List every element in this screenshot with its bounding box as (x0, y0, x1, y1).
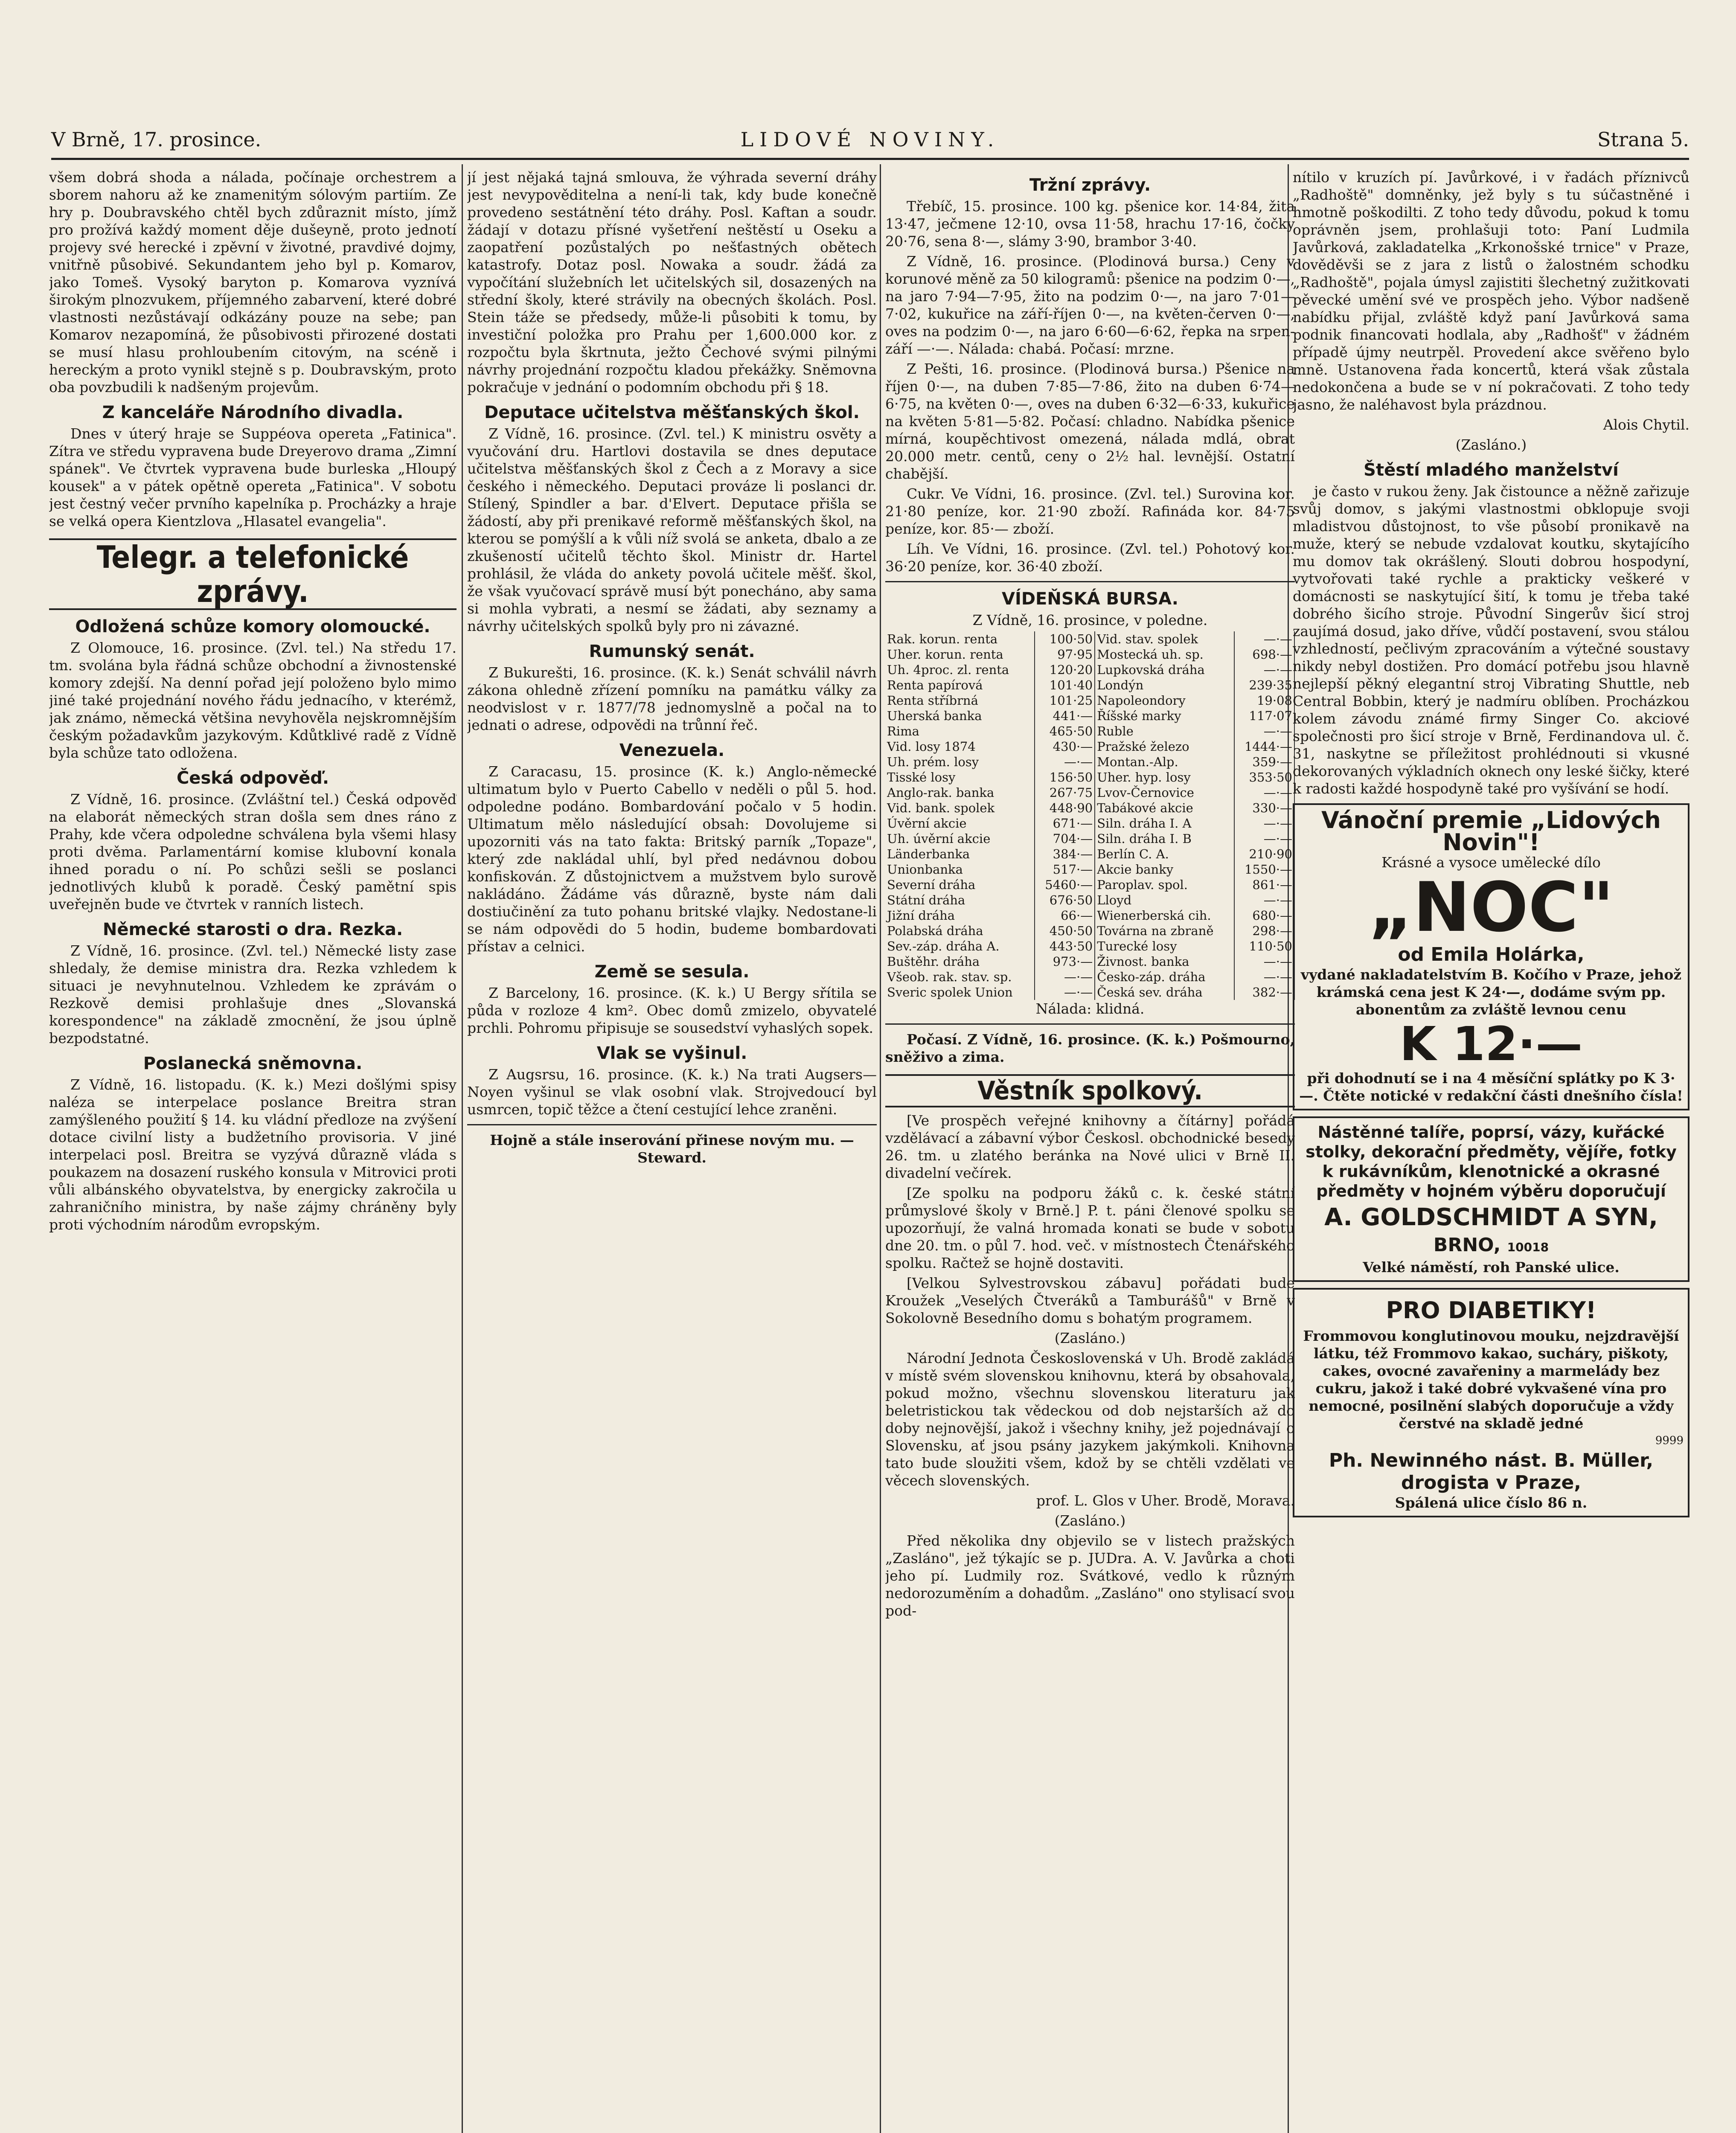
bursa-price: 441·— (1035, 708, 1095, 724)
bursa-price: 19·08 (1234, 693, 1294, 708)
bursa-row (885, 708, 1294, 724)
page-header (51, 128, 1689, 160)
article-text: Z Vídně, 16. prosince. (Zvláštní tel.) Česká odpověď na elaborát německých stran došla sem dnes ráno z Prahy, kde včera odpoledne schválena byla všemi hlasy proti dvěma. Parlamentární komise klubovní konala ihned poradu o ní. Po schůzi sešli se poslanci jednotlivých klubů k poradě. Český pamětní spis uveřejněn bude ve čtvrtek v ranních listech. (49, 791, 457, 912)
bursa-security: Česko-záp. dráha (1095, 969, 1234, 985)
bursa-price: 100·50 (1035, 631, 1095, 647)
ad-body: vydané nakladatelstvím B. Kočího v Praze, jehož krámská cena jest K 24·—, dodáme svým pp. abonentům za zvláště levnou cenu (1300, 966, 1682, 1018)
bursa-security: Všeob. rak. stav. sp. (885, 969, 1035, 985)
article-heading: Venezuela. (619, 741, 725, 760)
article-heading: Německé starosti o dra. Rezka. (102, 920, 403, 939)
bursa-table (885, 631, 1295, 1000)
bursa-price: 5460·— (1035, 877, 1095, 892)
bursa-price: —·— (1234, 724, 1294, 739)
bursa-date: Z Vídně, 16. prosince, v poledne. (972, 612, 1208, 628)
article-heading: Rumunský senát. (589, 642, 755, 661)
bursa-price: 973·— (1035, 954, 1095, 969)
divider (885, 581, 1295, 582)
bursa-security: Pražské železo (1095, 739, 1234, 754)
ad-title: PRO DIABETIKY! (1386, 1297, 1596, 1324)
bursa-price: 267·75 (1035, 785, 1095, 800)
bursa-row (885, 969, 1294, 985)
bursa-row (885, 739, 1294, 754)
bursa-price: 298·— (1234, 923, 1294, 939)
market-report: Cukr. Ve Vídni, 16. prosince. (Zvl. tel.) Surovina kor. 21·80 peníze, kor. 21·90 zboží. Rafináda kor. 84·75 peníze, kor. 85·— zboží. (885, 485, 1295, 537)
ad-code: 9999 (1655, 1434, 1684, 1447)
bursa-security: Napoleondory (1095, 693, 1234, 708)
bursa-security: Říšské marky (1095, 708, 1234, 724)
bursa-security: Turecké losy (1095, 939, 1234, 954)
article-text: Z Bukurešti, 16. prosince. (K. k.) Senát schválil návrh zákona ohledně zřízení pomníku na památku války za neodvislost v r. 1877/78 jednomyslně a počal na to jednati o adrese, odpovědi na trůnní řeč. (467, 664, 877, 733)
footer-note: Hojně a stále inserování přinese novým mu. — Steward. (490, 1132, 854, 1166)
ad-body: Nástěnné talíře, poprsí, vázy, kuřácké stolky, dekorační předměty, vějíře, fotky k rukávníkům, klenotnické a okrasné předměty v hojném výběru doporučují (1306, 1123, 1677, 1200)
bursa-security: Jižní dráha (885, 908, 1035, 923)
bursa-security: Úvěrní akcie (885, 816, 1035, 831)
bursa-price: 384·— (1035, 846, 1095, 862)
bursa-security: Siln. dráha I. A (1095, 816, 1234, 831)
article-heading: Odložená schůze komory olomoucké. (75, 617, 430, 636)
bursa-price: —·— (1035, 754, 1095, 770)
bursa-security: Siln. dráha I. B (1095, 831, 1234, 846)
bursa-security: Uherská banka (885, 708, 1035, 724)
bursa-price: 465·50 (1035, 724, 1095, 739)
article-heading: Česká odpověď. (176, 768, 329, 788)
bursa-price: 117·07 (1234, 708, 1294, 724)
section-title: Telegr. a telefonické zprávy. (49, 538, 457, 610)
bursa-security: Montan.-Alp. (1095, 754, 1234, 770)
bursa-security: Länderbanka (885, 846, 1035, 862)
bursa-price: 382·— (1234, 985, 1294, 1000)
market-report: Líh. Ve Vídni, 16. prosince. (Zvl. tel.) Pohotový kor. 36·20 peníze, kor. 36·40 zboží. (885, 541, 1295, 575)
article-heading: Vlak se vyšinul. (596, 1043, 747, 1063)
article-text: je často v rukou ženy. Jak čistounce a něžně zařizuje svůj domov, s jakými vlastnostmi obklopuje svoji mladistvou důstojnost, to vše působí pronikavě na muže, který se nebude vzdalovat koutku, skytajícího mu domov tak okrášlený. Slouti dobrou hospodyní, vytvořovati také rychle a prakticky veškeré v domácnosti se naskytující šití, k tomu je třeba také dobrého šicího stroje. Původní Singerův šicí stroj zaujímá dosud, jako dříve, vůdčí postavení, svou stálou vzhledností, pečlivým zpracováním a výtečné soustavy nikdy nebyl dostižen. Pro domácí potřebu jsou hlavně nejlepší pěkný elegantní stroj Vibrating Shuttle, neb Central Bobbin, který je nadmíru oblíben. Procházkou kolem závodu známé firmy Singer Co. akciové společnosti pro šicí stroje v Brně, Ferdinandova ul. č. 31, naskytne se příležitost prohlédnouti si vkusné dekorovaných výkladních oknech ony leské šičky, které k radosti každé hospodyně také pro vyšívání se hodí. (1293, 483, 1689, 797)
premium-advert (1293, 803, 1689, 1110)
divider (467, 1124, 877, 1125)
signature: prof. L. Glos v Uher. Brodě, Morava. (1036, 1492, 1295, 1509)
bursa-price: —·— (1035, 969, 1095, 985)
bursa-row (885, 770, 1294, 785)
signature: Alois Chytil. (1603, 416, 1689, 433)
bursa-row (885, 892, 1294, 908)
ad-artwork-name: „NOC" (1368, 867, 1614, 947)
ad-price: K 12·— (1399, 1017, 1583, 1071)
bursa-mood: Nálada: klidná. (1035, 1000, 1145, 1017)
bursa-security: Renta papírová (885, 677, 1035, 693)
bursa-row (885, 662, 1294, 677)
bursa-row (885, 816, 1294, 831)
bursa-row (885, 877, 1294, 892)
bursa-price: —·— (1234, 785, 1294, 800)
article-text: Z Vídně, 16. listopadu. (K. k.) Mezi došlými spisy naléza se interpelace poslance Breitra stran zamýšleného použití § 14. ku vládní předloze na zvýšení dotace civilní listy a budžetního provisoria. V jiné interpelaci posl. Breitra se vyzývá důrazně vláda s poukazem na dosazení ruského konsula v Mitrovici proti vůli albánského obyvatelstva, by energicky zakročila u zahraničního ministra, by naše zájmy chráněny byly proti východním národům evropským. (49, 1076, 457, 1233)
bursa-security: Lloyd (1095, 892, 1234, 908)
article-heading: Země se sesula. (594, 962, 750, 982)
bursa-price: 1550·— (1234, 862, 1294, 877)
bursa-price: 359·— (1234, 754, 1294, 770)
bursa-row (885, 754, 1294, 770)
bursa-price: 450·50 (1035, 923, 1095, 939)
bursa-price: 66·— (1035, 908, 1095, 923)
article-text: všem dobrá shoda a nálada, počínaje orchestrem a sborem nahoru až ke znamenitým sólovým partiím. Ze hry p. Doubravského chtěl bych zdůraznit místo, jímž pro prožívá každý moment děje dušeyně, proto jednotí projevy své herecké i zpěvní v životné, pravdivé dojmy, vnitřně působivé. Sekundantem jeho byl p. Komarov, jako Tomeš. Vysoký baryton p. Komarova vyznívá širokým plnozvukem, příjemného zabarvení, které dobré vlastnosti nezůstávají odkázány pouze na sebe; pan Komarov nezapomíná, že působivosti přirozené dostati se musí hlasu prohloubením citovým, na scéně i hereckým a proto vynikl stejně s p. Doubravským, proto oba povzbudili k nadšeným projevům. (49, 169, 457, 395)
bursa-price: 517·— (1035, 862, 1095, 877)
bursa-price: —·— (1234, 954, 1294, 969)
ad-body: Frommovou konglutinovou mouku, nejzdravější látku, též Frommovo kakao, sucháry, piškoty, cakes, ovocné zavařeniny a marmelády bez cukru, jakož i také dobré vykvašené vína pro nemocné, posilnění slabých doporučuje a vždy čerstvé na skladě jedné (1303, 1328, 1679, 1432)
zaslano-label: (Zasláno.) (1455, 436, 1527, 453)
column-3 (885, 169, 1295, 2133)
column-4 (1293, 169, 1689, 2133)
bursa-security: Vid. losy 1874 (885, 739, 1035, 754)
article-text: jí jest nějaká tajná smlouva, že výhrada severní dráhy jest nevypověditelna a není-li tak, kdy bude konečně provedeno sestátnění této dráhy. Posl. Kaftan a soudr. žádají v dotazu přísné vyšetření neštěstí u Oseku a zaopatření pozůstalých po nešťastných obětech katastrofy. Dotaz posl. Nowaka a soudr. žádá za vypočítání služebních let učitelských sil, dosazených na střední školy, které strávily na obecných školách. Posl. Stein táže se předsedy, může-li působiti k tomu, by investiční položka pro Prahu per 1,600.000 kor. z rozpočtu byla škrtnuta, ježto Čechové svými pilnými návrhy projednání rozpočtu kladou překážky. Sněmovna pokračuje v jednání o podomním obchodu při § 18. (467, 169, 877, 395)
article-text: [Velkou Sylvestrovskou zábavu] pořádati bude Kroužek „Veselých Čtveráků a Tamburášů" v Brně v Sokolovně Besedního domu s bohatým programem. (885, 1275, 1295, 1326)
bursa-security: Renta stříbrná (885, 693, 1035, 708)
zaslano-label: (Zasláno.) (1054, 1330, 1126, 1346)
bursa-row (885, 846, 1294, 862)
bursa-row (885, 677, 1294, 693)
bursa-price: 239·35 (1234, 677, 1294, 693)
article-text: Před několika dny objevilo se v listech pražských „Zasláno", jež týkajíc se p. JUDra. A. V. Javůrka a choti jeho pí. Ludmily roz. Svátkové, vedlo k různým nedorozuměním a dohadům. „Zasláno" ono stylisací svou pod- (885, 1532, 1295, 1619)
bursa-price: —·— (1035, 985, 1095, 1000)
bursa-price: 330·— (1234, 800, 1294, 816)
bursa-security: Ruble (1095, 724, 1234, 739)
bursa-security: Sveric spolek Union (885, 985, 1035, 1000)
ad-firm: A. GOLDSCHMIDT A SYN, (1324, 1203, 1658, 1231)
bursa-price: 430·— (1035, 739, 1095, 754)
goldschmidt-advert (1293, 1116, 1689, 1282)
bursa-security: Unionbanka (885, 862, 1035, 877)
bursa-security: Státní dráha (885, 892, 1035, 908)
article-heading: Tržní zprávy. (1029, 175, 1151, 195)
bursa-security: Vid. stav. spolek (1095, 631, 1234, 647)
zaslano-label: (Zasláno.) (1054, 1512, 1126, 1529)
bursa-row (885, 647, 1294, 662)
bursa-security: Uher. korun. renta (885, 647, 1035, 662)
bursa-price: 676·50 (1035, 892, 1095, 908)
bursa-price: 448·90 (1035, 800, 1095, 816)
divider (885, 1023, 1295, 1025)
bursa-price: 156·50 (1035, 770, 1095, 785)
bursa-price: —·— (1234, 969, 1294, 985)
bursa-price: 110·50 (1234, 939, 1294, 954)
bursa-row (885, 785, 1294, 800)
bursa-price: 101·25 (1035, 693, 1095, 708)
bursa-security: Anglo-rak. banka (885, 785, 1035, 800)
bursa-security: Uh. prém. losy (885, 754, 1035, 770)
bursa-security: Tisské losy (885, 770, 1035, 785)
ad-firm: Ph. Newinného nást. B. Müller, drogista v Praze, (1329, 1450, 1654, 1494)
ad-city: BRNO, 10018 (1433, 1234, 1549, 1256)
bursa-price: —·— (1234, 892, 1294, 908)
article-text: Z Caracasu, 15. prosince (K. k.) Anglo-německé ultimatum bylo v Puerto Cabello v neděli o půl 5. hod. odpoledne podáno. Bombardování počalo v 5 hodin. Ultimatum mělo následující obsah: Dovolujeme si upozorniti vás na tato fakta: Britský parník „Topaze", který zde nakládal uhlí, byl před nedávnou dobou konfiskován. Z důstojnictvem a mužstvem bylo surově nakládáno. Žádáme vás důrazně, byste nám dali dostiučinění za tuto pohanu britské vlajky. Nedostane-li se nám odpovědi do 5 hodin, budeme bombardovati přístav a celnici. (467, 763, 877, 955)
bursa-security: Lvov-Černovice (1095, 785, 1234, 800)
article-text: nítilo v kruzích pí. Javůrkové, i v řadách příznivců „Radhoště" domněnky, jež byly s tu súčastněné i hmotně poškodilti. Z toho tedy důvodu, pokud k tomu oprávněn jsem, prohlašuji toto: Paní Ludmila Javůrková, zakladatelka „Krkonošské trnice" v Praze, dověděvši se z jara z listů o žalostném schodku „Radhoště", pojala úmysl zajistiti šlechetný zužitkovati pěvecké umění své ve prospěch jeho. Výbor nadšeně nabídku přijal, zvláště když paní Javůrková sama podnik financovati hodlala, aby „Radhošť" v žádném případě újmy neutrpěl. Provedení akce svěřeno bylo mně. Ustanovena řada koncertů, která však zůstala nedokončena a bude se v ní pokračovati. Z toho tedy jasno, že naléhavost byla prázdnou. (1293, 169, 1689, 413)
article-text: Z Olomouce, 16. prosince. (Zvl. tel.) Na středu 17. tm. svolána byla řádná schůze obchodní a živnostenské komory zdejší. Na denní pořad její položeno bylo mimo jiné také projednání nového řádu jednacího, v kterémž, jak známo, německá většina nevyhověla nejskromnějším českým požadavkům jazykovým. Kdůtklivé radě z Vídně byla schůze tato odložena. (49, 639, 457, 761)
bursa-security: Polabská dráha (885, 923, 1035, 939)
bursa-row (885, 954, 1294, 969)
bursa-security: Rak. korun. renta (885, 631, 1035, 647)
bursa-row (885, 693, 1294, 708)
ad-code: 10018 (1507, 1240, 1549, 1254)
bursa-price: 704·— (1035, 831, 1095, 846)
article-text: [Ve prospěch veřejné knihovny a čítárny] pořádá vzdělávací a zábavní výbor Českosl. obchodnické besedy 26. tm. u zlatého beránka na Nové ulici v Brně II. divadelní večírek. (885, 1112, 1295, 1181)
bursa-row (885, 939, 1294, 954)
bursa-price: 861·— (1234, 877, 1294, 892)
bursa-row (885, 923, 1294, 939)
bursa-price: 1444·— (1234, 739, 1294, 754)
bursa-security: Wienerberská cih. (1095, 908, 1234, 923)
bursa-security: Továrna na zbraně (1095, 923, 1234, 939)
bursa-row (885, 831, 1294, 846)
bursa-price: 680·— (1234, 908, 1294, 923)
market-report: Z Pešti, 16. prosince. (Plodinová bursa.) Pšenice na říjen 0·—, na duben 7·85—7·86, žito na duben 6·74—6·75, na květen 0·—, oves na duben 6·32—6·33, kukuřice na květen 5·81—5·82. Počasí: chladno. Nabídka pšenice mírná, koupěchtivost omezená, nálada mdlá, obrat 20.000 metr. centů, ceny o 2½ hal. levnější. Ostatní chabější. (885, 360, 1295, 482)
article-heading: Štěstí mladého manželství (1364, 460, 1619, 480)
bursa-security: Uher. hyp. losy (1095, 770, 1234, 785)
bursa-row (885, 908, 1294, 923)
bursa-price: —·— (1234, 816, 1294, 831)
bursa-security: Česká sev. dráha (1095, 985, 1234, 1000)
ad-address: Velké náměstí, roh Panské ulice. (1363, 1259, 1620, 1276)
bursa-security: Lupkovská dráha (1095, 662, 1234, 677)
ad-terms: při dohodnutí se i na 4 měsíční splátky po K 3·—. Čtěte notické v redakční části dnešního čísla! (1299, 1070, 1683, 1104)
bursa-security: Sev.-záp. dráha A. (885, 939, 1035, 954)
bursa-security: Paroplav. spol. (1095, 877, 1234, 892)
diabetics-advert (1293, 1288, 1689, 1517)
bursa-row (885, 631, 1294, 647)
article-text: Z Barcelony, 16. prosince. (K. k.) U Bergy sřítila se půda v rozloze 4 km². Obec domů zmizelo, obyvatelé prchli. Pohromu připisuje se sousedství vyhaslých sopek. (467, 985, 877, 1036)
bursa-price: 671·— (1035, 816, 1095, 831)
bursa-security: Akcie banky (1095, 862, 1234, 877)
article-text: Z Augsrsu, 16. prosince. (K. k.) Na trati Augsers—Noyen vyšinul se vlak osobní vlak. Strojvedoucí byl usmrcen, topič těžce a čtení cestující lehce zraněni. (467, 1066, 877, 1118)
bursa-security: Tabákové akcie (1095, 800, 1234, 816)
bursa-row (885, 800, 1294, 816)
bursa-price: 210·90 (1234, 846, 1294, 862)
bursa-security: Vid. bank. spolek (885, 800, 1035, 816)
bursa-price: 698·— (1234, 647, 1294, 662)
bursa-heading: VÍDEŇSKÁ BURSA. (1001, 589, 1178, 609)
bursa-price: —·— (1234, 662, 1294, 677)
ad-title: Vánoční premie „Lidových Novin"! (1321, 807, 1661, 856)
market-report: Z Vídně, 16. prosince. (Plodinová bursa.) Ceny v korunové měně za 50 kilogramů: pšenice na podzim 0·—, na jaro 7·94—7·95, žito na podzim 0·—, na jaro 7·01—7·02, kukuřice na září-říjen 0·—, na květen-červen 0·—, oves na podzim 0·—, na jaro 6·60—6·62, řepka na srpen-září —·—. Nálada: chabá. Počasí: mrzne. (885, 253, 1295, 357)
bursa-price: 443·50 (1035, 939, 1095, 954)
bursa-row (885, 985, 1294, 1000)
column-2 (467, 169, 877, 2133)
column-rule (462, 164, 463, 2133)
article-text: Z Vídně, 16. prosince. (Zvl. tel.) K ministru osvěty a vyučování dru. Hartlovi dostavila se dnes deputace učitelstva měšťanských škol z Čech a z Moravy a sice českého i německého. Deputaci prováze li poslanci dr. Stílený, Spindler a bar. d'Elvert. Deputace přišla se žádostí, aby při prenikavé reformě měšťanských škol, na kterou se pomýšlí a k vůli níž svolá se anketa, dbalo a ze zkušeností učitelů těchto škol. Ministr dr. Hartel prohlásil, že vláda do ankety povolá učitele měšť. škol, že však vyučovací správě musí být ponecháno, aby sama si mohla vybrati, a nesmí se žádati, aby seznamy a návrhy učitelských spolků byly pro ni závazné. (467, 425, 877, 634)
article-heading: Deputace učitelstva měšťanských škol. (484, 403, 860, 422)
column-1 (49, 169, 457, 2133)
article-text: Z Vídně, 16. prosince. (Zvl. tel.) Německé listy zase shledaly, že demise ministra dra. Rezka vzhledem k situaci je nevyhnutelnou. Vzhledem ke zprávám o Rezkově demisi prohlašuje dnes „Slovanská korespondence" na základě zmocnění, že jsou úplně bezpodstatné. (49, 942, 457, 1046)
bursa-security: Mostecká uh. sp. (1095, 647, 1234, 662)
article-text: Dnes v úterý hraje se Suppéova opereta „Fatinica". Zítra ve středu vypravena bude Dreyerovo drama „Zimní spánek". Ve čtvrtek vypravena bude burleska „Hloupý kousek" a v pátek opětně opereta „Fatinica". V sobotu jest čestný večer prvního kapelníka p. Procházky a hraje se velká opera Kientzlova „Hlasatel evangelia". (49, 425, 457, 529)
ad-author: od Emila Holárka, (1398, 944, 1585, 965)
bursa-price: 120·20 (1035, 662, 1095, 677)
bursa-security: Uh. 4proc. zl. renta (885, 662, 1035, 677)
masthead-title: LIDOVÉ NOVINY. (740, 128, 1000, 151)
page-number: Strana 5. (1597, 128, 1689, 151)
bursa-price: —·— (1234, 631, 1294, 647)
bursa-security: Londýn (1095, 677, 1234, 693)
bursa-security: Buštěhr. dráha (885, 954, 1035, 969)
bursa-security: Berlín C. A. (1095, 846, 1234, 862)
bursa-price: 353·50 (1234, 770, 1294, 785)
bursa-price: —·— (1234, 831, 1294, 846)
article-text: Národní Jednota Československá v Uh. Brodě zakládá v místě svém slovenskou knihovnu, která by obsahovala, pokud možno, všechnu slovenskou literaturu jak beletristickou tak vědeckou od dob nejstarších až do doby nejnovější, jakož i všechny knihy, jež pojednávají o Slovensku, ať jsou psány jazykem jakýmkoli. Knihovna tato bude sloužiti všem, kdož by se chtěli vzdělati ve věcech slovenských. (885, 1350, 1295, 1489)
market-report: Třebíč, 15. prosince. 100 kg. pšenice kor. 14·84, žita 13·47, ječmene 12·10, ovsa 11·58, hrachu 17·16, čočky 20·76, sena 8·—, slámy 3·90, brambor 3·40. (885, 198, 1295, 250)
bursa-row (885, 862, 1294, 877)
bursa-security: Severní dráha (885, 877, 1035, 892)
weather-report: Počasí. Z Vídně, 16. prosince. (K. k.) Pošmourno, sněživo a zima. (885, 1031, 1295, 1065)
bursa-security: Rima (885, 724, 1035, 739)
ad-address: Spálená ulice číslo 86 n. (1395, 1494, 1588, 1511)
column-rule (880, 164, 881, 2133)
bursa-row (885, 724, 1294, 739)
section-title: Věstník spolkový. (885, 1074, 1295, 1107)
bursa-price: 97·95 (1035, 647, 1095, 662)
header-date: V Brně, 17. prosince. (51, 128, 262, 151)
article-heading: Z kanceláře Národního divadla. (102, 403, 404, 422)
article-heading: Poslanecká sněmovna. (143, 1054, 363, 1073)
article-text: [Ze spolku na podporu žáků c. k. české státní průmyslové školy v Brně.] P. t. páni členové spolku se upozorňují, že valná hromada konati se bude v sobotu dne 20. tm. o půl 7. hod. več. v místnostech Čtenářského spolku. Račtež se hojně dostaviti. (885, 1185, 1295, 1271)
bursa-security: Uh. úvěrní akcie (885, 831, 1035, 846)
ad-subtitle: Krásné a vysoce umělecké dílo (1381, 854, 1601, 871)
bursa-security: Živnost. banka (1095, 954, 1234, 969)
bursa-price: 101·40 (1035, 677, 1095, 693)
